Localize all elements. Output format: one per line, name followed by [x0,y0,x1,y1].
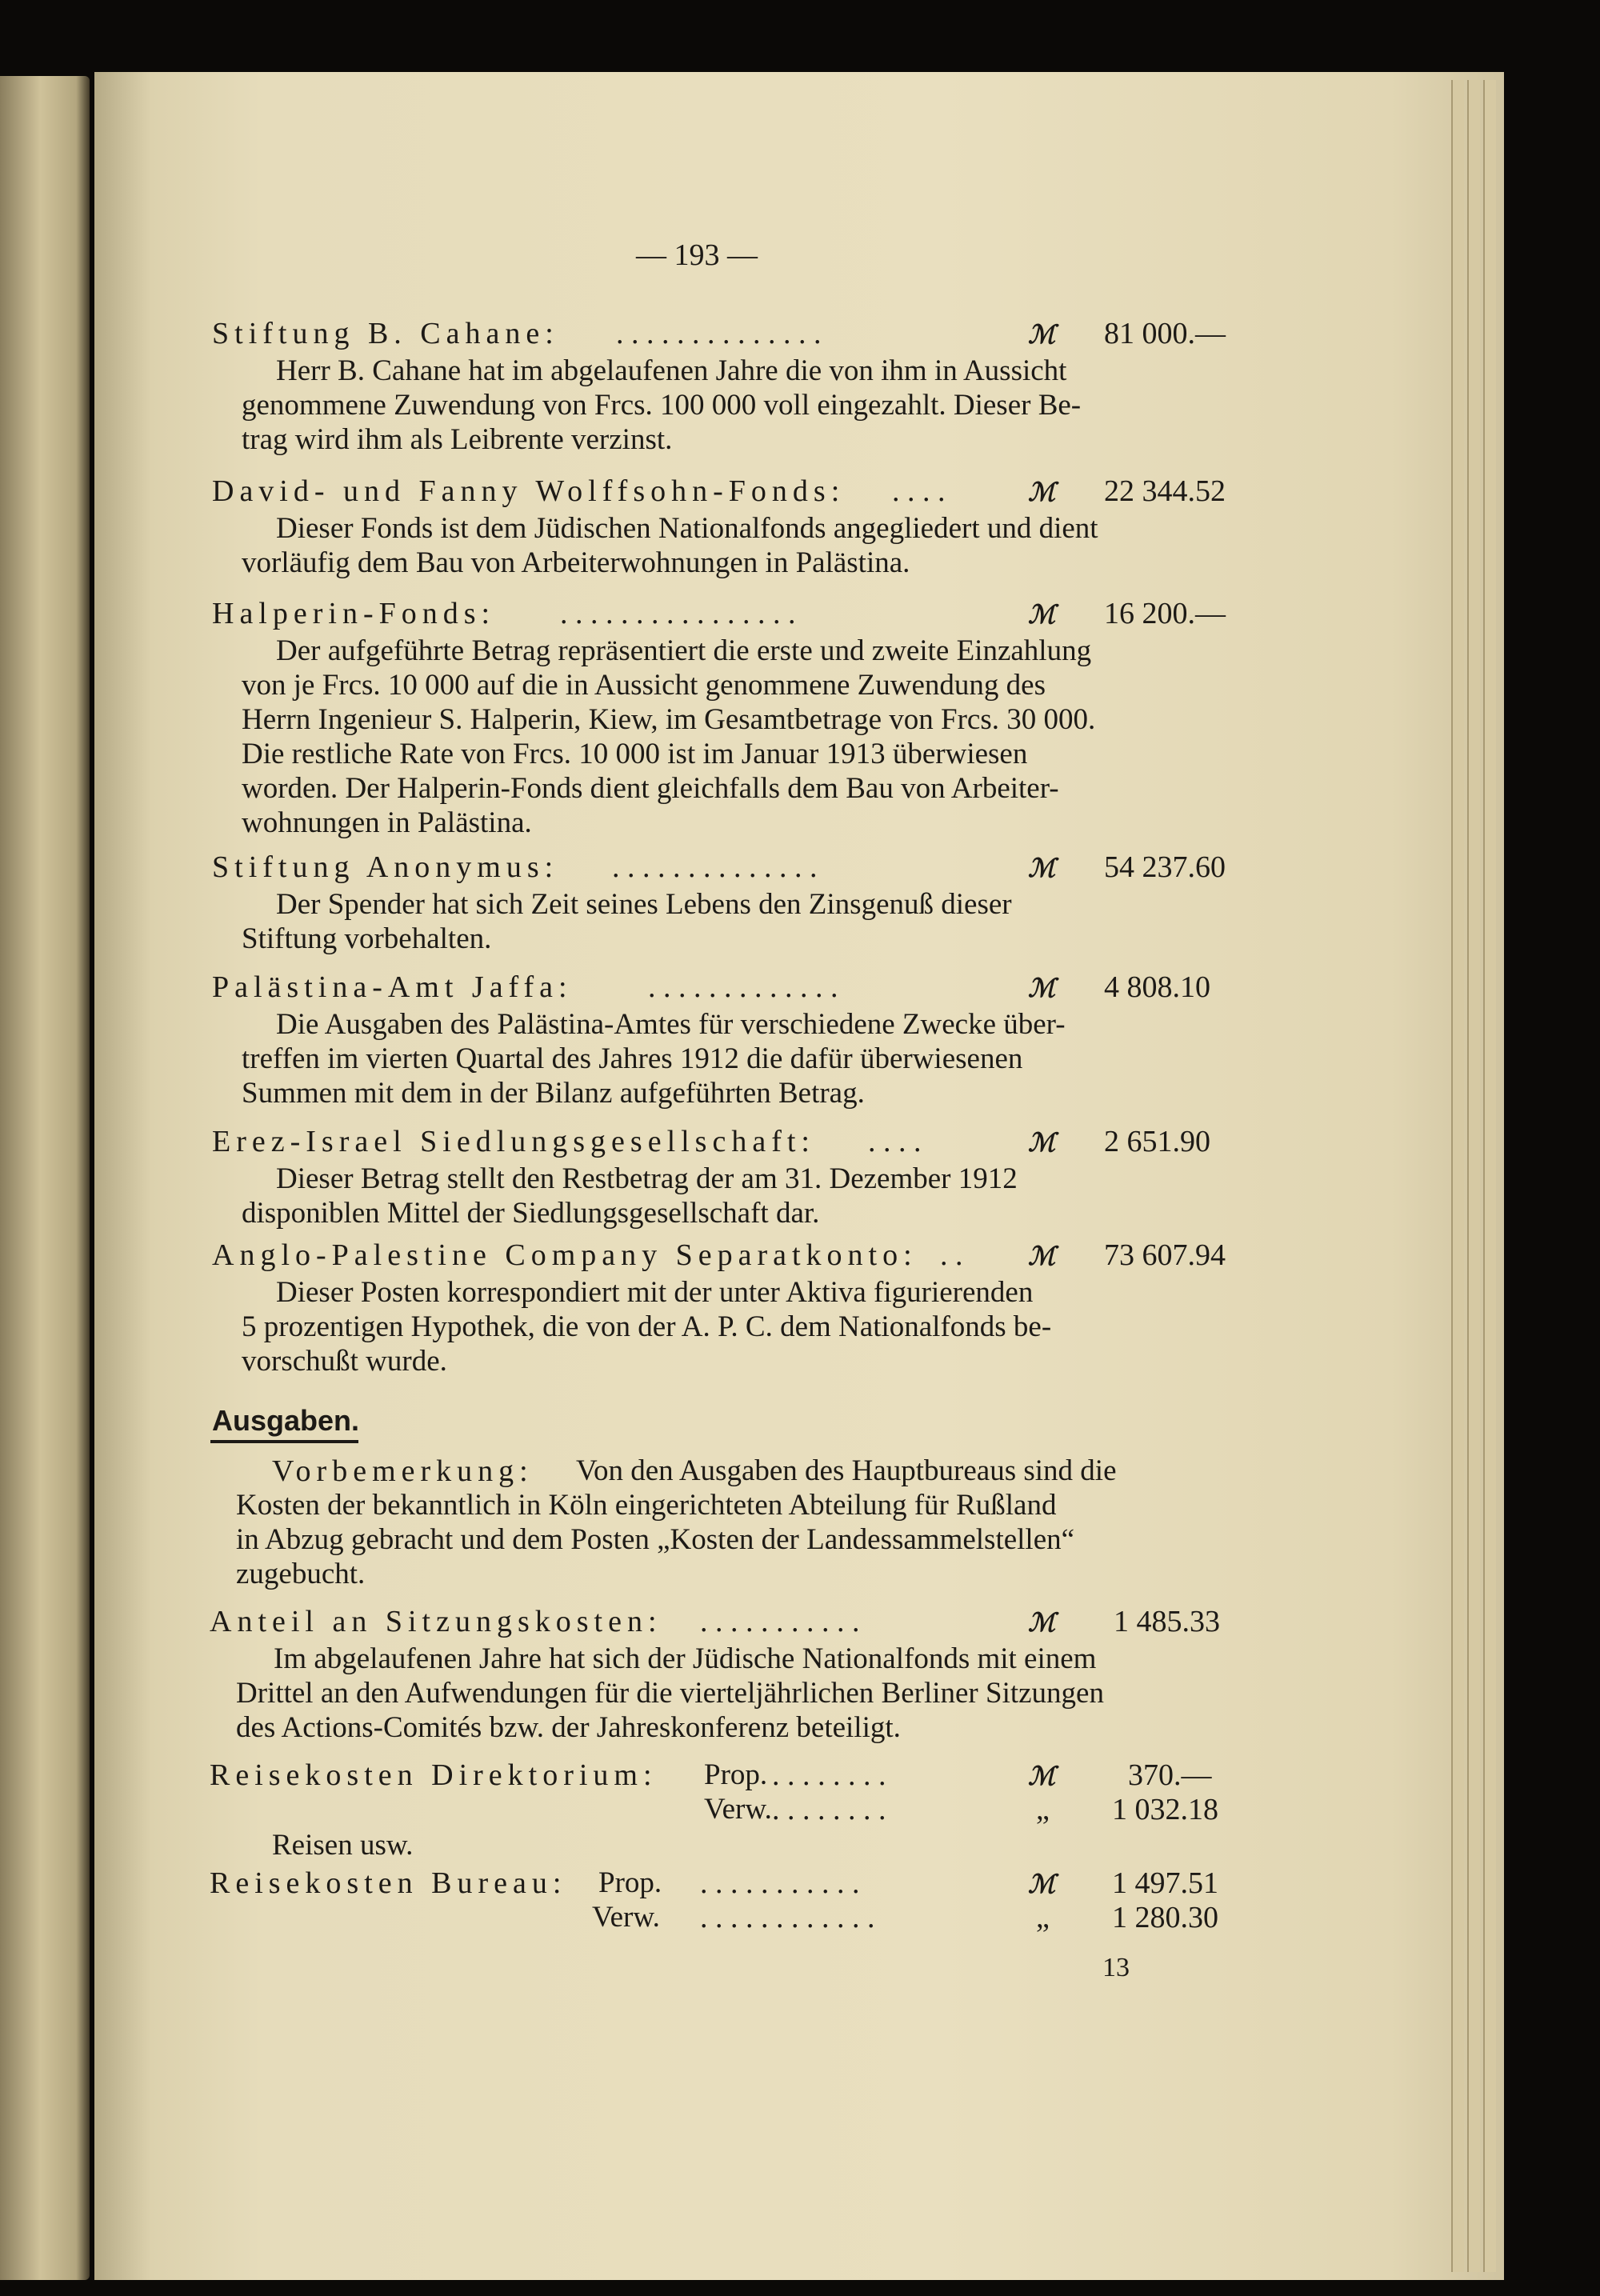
entry-heading: Palästina-Amt Jaffa: [212,970,573,1004]
entry-heading: David- und Fanny Wolffsohn-Fonds: [212,474,846,508]
currency-symbol: ℳ [1028,1608,1056,1637]
page-edge-stack [1467,80,1480,2272]
entry-text-line: disponiblen Mittel der Siedlungsgesellschaft dar. [242,1197,820,1230]
prop-label: Prop. [598,1866,662,1899]
currency-symbol: ℳ [1028,478,1056,506]
signature-mark: 13 [1102,1953,1130,1982]
entry-text-line: Herr B. Cahane hat im abgelaufenen Jahre die von ihm in Aussicht [276,354,1067,387]
entry-heading: Halperin-Fonds: [212,597,496,630]
entry-text-line: Dieser Fonds ist dem Jüdischen Nationalfonds angegliedert und dient [276,512,1098,545]
currency-symbol: ℳ [1028,320,1056,349]
entry-text-line: von je Frcs. 10 000 auf die in Aussicht genommene Zuwendung des [242,669,1046,702]
entry-text-line: vorschußt wurde. [242,1345,447,1378]
ditto-mark: „ [1036,1901,1050,1934]
entry-text-line: Drittel an den Aufwendungen für die vierteljährlichen Berliner Sitzungen [236,1677,1104,1710]
remark-text-line: zugebucht. [236,1558,366,1590]
entry-text-line: Dieser Posten korrespondiert mit der unter Aktiva figurierenden [276,1276,1034,1309]
page-edge-stack [1451,80,1464,2272]
entry-heading: Reisekosten Direktorium: [210,1758,658,1792]
entry-text-line: Dieser Betrag stellt den Restbetrag der am 31. Dezember 1912 [276,1162,1018,1195]
entry-heading: Reisekosten Bureau: [210,1866,567,1900]
entry-amount: 4 808.10 [1104,970,1210,1004]
entry-amount: 22 344.52 [1104,474,1226,508]
leader-dots: . . . . . . . . . . . . . . [612,850,818,884]
entry-text-line: trag wird ihm als Leibrente verzinst. [242,423,673,456]
remark-text-line: Kosten der bekanntlich in Köln eingerichteten Abteilung für Rußland [236,1489,1057,1522]
entry-amount: 16 200.— [1104,597,1226,630]
page-edge-stack [1483,80,1496,2272]
entry-text-line: Die restliche Rate von Frcs. 10 000 ist im Januar 1913 überwiesen [242,738,1028,770]
entry-text-line: Der aufgeführte Betrag repräsentiert die erste und zweite Einzahlung [276,634,1092,667]
entry-text-line: worden. Der Halperin-Fonds dient gleichfalls dem Bau von Arbeiter- [242,772,1059,805]
currency-symbol: ℳ [1028,600,1056,629]
entry-heading: Stiftung Anonymus: [212,850,559,884]
entry-text-line: treffen im vierten Quartal des Jahres 1912 die dafür überwiesenen [242,1042,1023,1075]
section-title: Ausgaben. [212,1404,360,1437]
entry-amount: 2 651.90 [1104,1125,1210,1158]
leader-dots: . . . . [892,474,946,508]
leader-dots: . . . . . . . . . . . . [700,1901,875,1934]
entry-text-line: des Actions-Comités bzw. der Jahreskonferenz beteiligt. [236,1711,901,1744]
prop-label: Prop. [704,1758,768,1791]
entry-amount: 1 497.51 [1112,1866,1218,1900]
page-number: — 193 — [636,238,758,272]
verw-label: Verw. [592,1901,660,1934]
entry-heading: Anglo-Palestine Company Separatkonto: [212,1238,918,1272]
entry-amount: 54 237.60 [1104,850,1226,884]
entry-text-line: Summen mit dem in der Bilanz aufgeführten Betrag. [242,1077,865,1110]
entry-amount: 1 485.33 [1114,1605,1220,1638]
entry-heading: Stiftung B. Cahane: [212,317,559,350]
entry-amount: 370.— [1128,1758,1212,1792]
currency-symbol: ℳ [1028,974,1056,1002]
currency-symbol: ℳ [1028,1870,1056,1898]
leader-dots: . . . . [868,1125,922,1158]
entry-text-line: 5 prozentigen Hypothek, die von der A. P. C. dem Nationalfonds be- [242,1310,1052,1343]
currency-symbol: ℳ [1028,854,1056,882]
entry-text-line: Die Ausgaben des Palästina-Amtes für verschiedene Zwecke über- [276,1008,1066,1041]
currency-symbol: ℳ [1028,1242,1056,1270]
entry-text-line: wohnungen in Palästina. [242,806,532,839]
verw-label: Verw. [704,1793,772,1826]
leader-dots: . . . . . . . . . . . . . . [616,317,822,350]
entry-heading: Anteil an Sitzungskosten: [210,1605,662,1638]
leader-dots: . . . . . . . . . . . [700,1605,860,1638]
entry-text-line: genommene Zuwendung von Frcs. 100 000 voll eingezahlt. Dieser Be- [242,389,1082,422]
entry-amount: 1 032.18 [1112,1793,1218,1826]
entry-heading: Erez-Israel Siedlungsgesellschaft: [212,1125,815,1158]
entry-text-line: Der Spender hat sich Zeit seines Lebens den Zinsgenuß dieser [276,888,1012,921]
currency-symbol: ℳ [1028,1762,1056,1790]
leader-dots: . . [940,1238,963,1272]
entry-amount: 1 280.30 [1112,1901,1218,1934]
section-title-underline [210,1440,358,1443]
leader-dots: . . . . . . . . . . . [700,1866,860,1900]
entry-text-line: vorläufig dem Bau von Arbeiterwohnungen in Palästina. [242,546,910,579]
entry-text-line: Stiftung vorbehalten. [242,922,492,955]
facing-page-edge [0,76,90,2280]
remark-text-line: Von den Ausgaben des Hauptbureaus sind die [576,1454,1117,1487]
leader-dots: . . . . . . . . . . . . . . . . [560,597,796,630]
entry-text-line: Herrn Ingenieur S. Halperin, Kiew, im Gesamtbetrage von Frcs. 30 000. [242,703,1096,736]
ditto-mark: „ [1036,1793,1050,1826]
currency-symbol: ℳ [1028,1128,1056,1157]
leader-dots: . . . . . . . . [772,1758,886,1792]
entry-amount: 81 000.— [1104,317,1226,350]
leader-dots: . . . . . . . . [772,1793,886,1826]
leader-dots: . . . . . . . . . . . . . [648,970,838,1004]
entry-text-line: Im abgelaufenen Jahre hat sich der Jüdische Nationalfonds mit einem [274,1642,1097,1675]
remark-text-line: in Abzug gebracht und dem Posten „Kosten der Landessammelstellen“ [236,1523,1075,1556]
remark-label: Vorbemerkung: [272,1454,534,1488]
entry-text-line: Reisen usw. [272,1829,414,1862]
entry-amount: 73 607.94 [1104,1238,1226,1272]
